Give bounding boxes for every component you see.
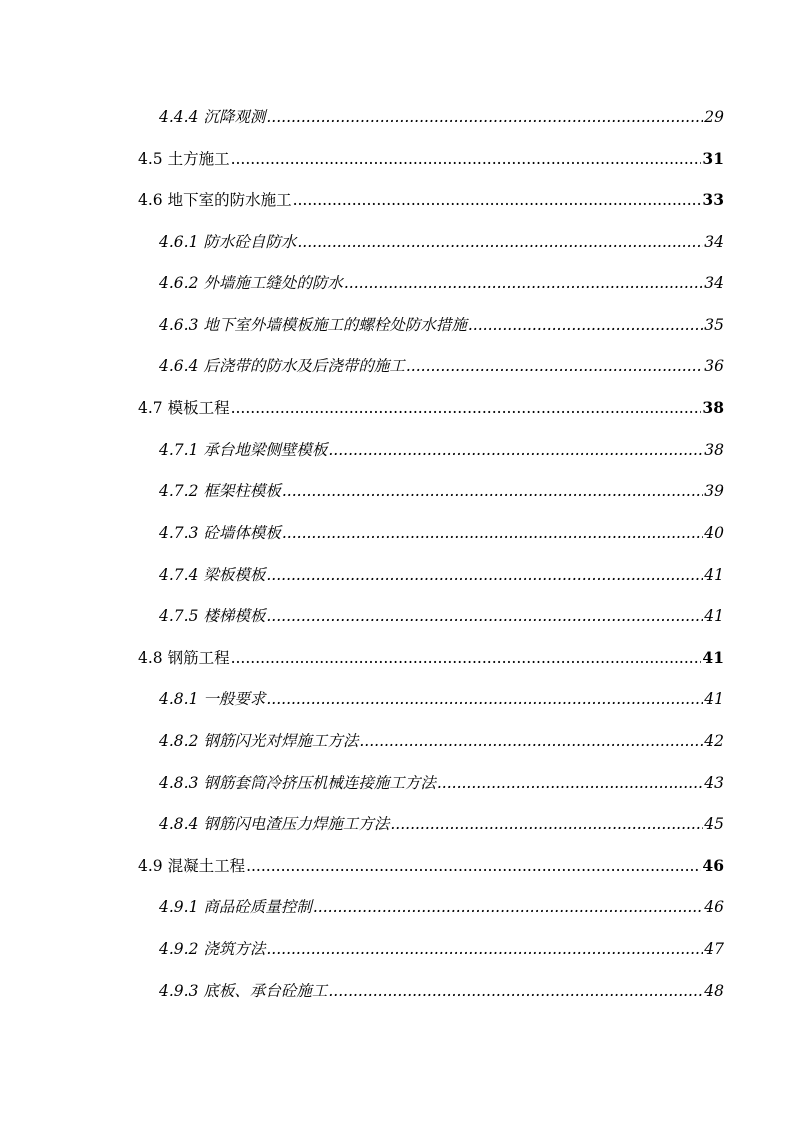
- toc-entry-page: 41: [702, 648, 724, 667]
- toc-entry-4-4-4[interactable]: [159, 104, 724, 130]
- toc-entry-4-5[interactable]: [138, 146, 724, 172]
- toc-entry-page: 35: [704, 316, 724, 334]
- toc-entry-title: 4.9.1 商品砼质量控制: [159, 898, 312, 916]
- toc-entry-title: 4.6 地下室的防水施工: [138, 191, 292, 209]
- toc-entry-4-7[interactable]: [138, 395, 724, 421]
- toc-entry-page: 46: [702, 856, 724, 875]
- toc-entry-4-6-2[interactable]: [159, 270, 724, 296]
- toc-dot-leader: [390, 811, 703, 837]
- toc-dot-leader: [231, 645, 702, 671]
- toc-entry-4-7-5[interactable]: [159, 603, 724, 629]
- toc-dot-leader: [282, 478, 703, 504]
- toc-dot-leader: [344, 270, 703, 296]
- toc-entry-title: 4.9 混凝土工程: [138, 857, 246, 875]
- toc-entry-4-7-1[interactable]: [159, 437, 724, 463]
- toc-entry-title: 4.8.3 钢筋套筒冷挤压机械连接施工方法: [159, 774, 436, 792]
- toc-entry-page: 29: [704, 108, 724, 126]
- toc-entry-title: 4.8.2 钢筋闪光对焊施工方法: [159, 732, 359, 750]
- toc-entry-4-9-1[interactable]: [159, 894, 724, 920]
- toc-entry-4-9-2[interactable]: [159, 936, 724, 962]
- toc-entry-4-7-4[interactable]: [159, 562, 724, 588]
- toc-entry-page: 46: [704, 898, 724, 916]
- toc-entry-page: 47: [704, 940, 724, 958]
- toc-entry-page: 41: [704, 690, 724, 708]
- toc-entry-page: 31: [702, 149, 724, 168]
- toc-entry-4-8-3[interactable]: [159, 770, 724, 796]
- toc-entry-title: 4.7.1 承台地梁侧壁模板: [159, 441, 328, 459]
- toc-entry-4-9[interactable]: [138, 853, 724, 879]
- toc-entry-4-6-1[interactable]: [159, 229, 724, 255]
- toc-entry-title: 4.8.4 钢筋闪电渣压力焊施工方法: [159, 815, 390, 833]
- toc-dot-leader: [231, 395, 702, 421]
- toc-entry-page: 41: [704, 566, 724, 584]
- toc-entry-title: 4.7 模板工程: [138, 399, 230, 417]
- toc-entry-title: 4.6.2 外墙施工缝处的防水: [159, 274, 343, 292]
- toc-dot-leader: [266, 603, 703, 629]
- toc-entry-page: 40: [704, 524, 724, 542]
- toc-entry-page: 45: [704, 815, 724, 833]
- toc-entry-page: 36: [704, 357, 724, 375]
- toc-dot-leader: [266, 936, 703, 962]
- toc-entry-title: 4.5 土方施工: [138, 150, 230, 168]
- toc-entry-page: 41: [704, 607, 724, 625]
- toc-entry-page: 42: [704, 732, 724, 750]
- toc-entry-title: 4.6.3 地下室外墙模板施工的螺栓处防水措施: [159, 316, 467, 334]
- toc-entry-page: 48: [704, 982, 724, 1000]
- toc-entry-title: 4.7.3 砼墙体模板: [159, 524, 281, 542]
- toc-entry-title: 4.8.1 一般要求: [159, 690, 266, 708]
- toc-entry-title: 4.7.2 框架柱模板: [159, 482, 281, 500]
- toc-dot-leader: [297, 229, 703, 255]
- toc-entry-page: 43: [704, 774, 724, 792]
- toc-dot-leader: [437, 770, 703, 796]
- toc-entry-4-8-1[interactable]: [159, 686, 724, 712]
- toc-entry-page: 33: [702, 190, 724, 209]
- toc-entry-title: 4.4.4 沉降观测: [159, 108, 266, 126]
- toc-dot-leader: [328, 978, 703, 1004]
- toc-dot-leader: [293, 187, 702, 213]
- toc-entry-4-8-4[interactable]: [159, 811, 724, 837]
- toc-dot-leader: [231, 146, 702, 172]
- toc-entry-4-9-3[interactable]: [159, 978, 724, 1004]
- toc-entry-4-8[interactable]: [138, 645, 724, 671]
- toc-entry-title: 4.6.1 防水砼自防水: [159, 233, 297, 251]
- toc-entry-title: 4.6.4 后浇带的防水及后浇带的施工: [159, 357, 405, 375]
- toc-dot-leader: [328, 437, 703, 463]
- toc-entry-page: 34: [704, 233, 724, 251]
- toc-dot-leader: [266, 562, 703, 588]
- toc-entry-page: 34: [704, 274, 724, 292]
- toc-entry-4-8-2[interactable]: [159, 728, 724, 754]
- toc-entry-page: 38: [704, 441, 724, 459]
- toc-entry-title: 4.9.3 底板、承台砼施工: [159, 982, 328, 1000]
- toc-entry-4-6-3[interactable]: [159, 312, 724, 338]
- toc-entry-4-7-3[interactable]: [159, 520, 724, 546]
- toc-entry-title: 4.7.4 梁板模板: [159, 566, 266, 584]
- toc-entry-page: 39: [704, 482, 724, 500]
- toc-entry-4-7-2[interactable]: [159, 478, 724, 504]
- toc-dot-leader: [313, 894, 703, 920]
- toc-entry-title: 4.9.2 浇筑方法: [159, 940, 266, 958]
- toc-entry-title: 4.8 钢筋工程: [138, 649, 230, 667]
- toc-dot-leader: [282, 520, 703, 546]
- toc-dot-leader: [468, 312, 703, 338]
- toc-entry-page: 38: [702, 398, 724, 417]
- toc-entry-4-6-4[interactable]: [159, 353, 724, 379]
- toc-dot-leader: [266, 686, 703, 712]
- toc-entry-4-6[interactable]: [138, 187, 724, 213]
- toc-dot-leader: [359, 728, 703, 754]
- toc-entry-title: 4.7.5 楼梯模板: [159, 607, 266, 625]
- toc-dot-leader: [406, 353, 703, 379]
- toc-dot-leader: [266, 104, 703, 130]
- toc-dot-leader: [246, 853, 701, 879]
